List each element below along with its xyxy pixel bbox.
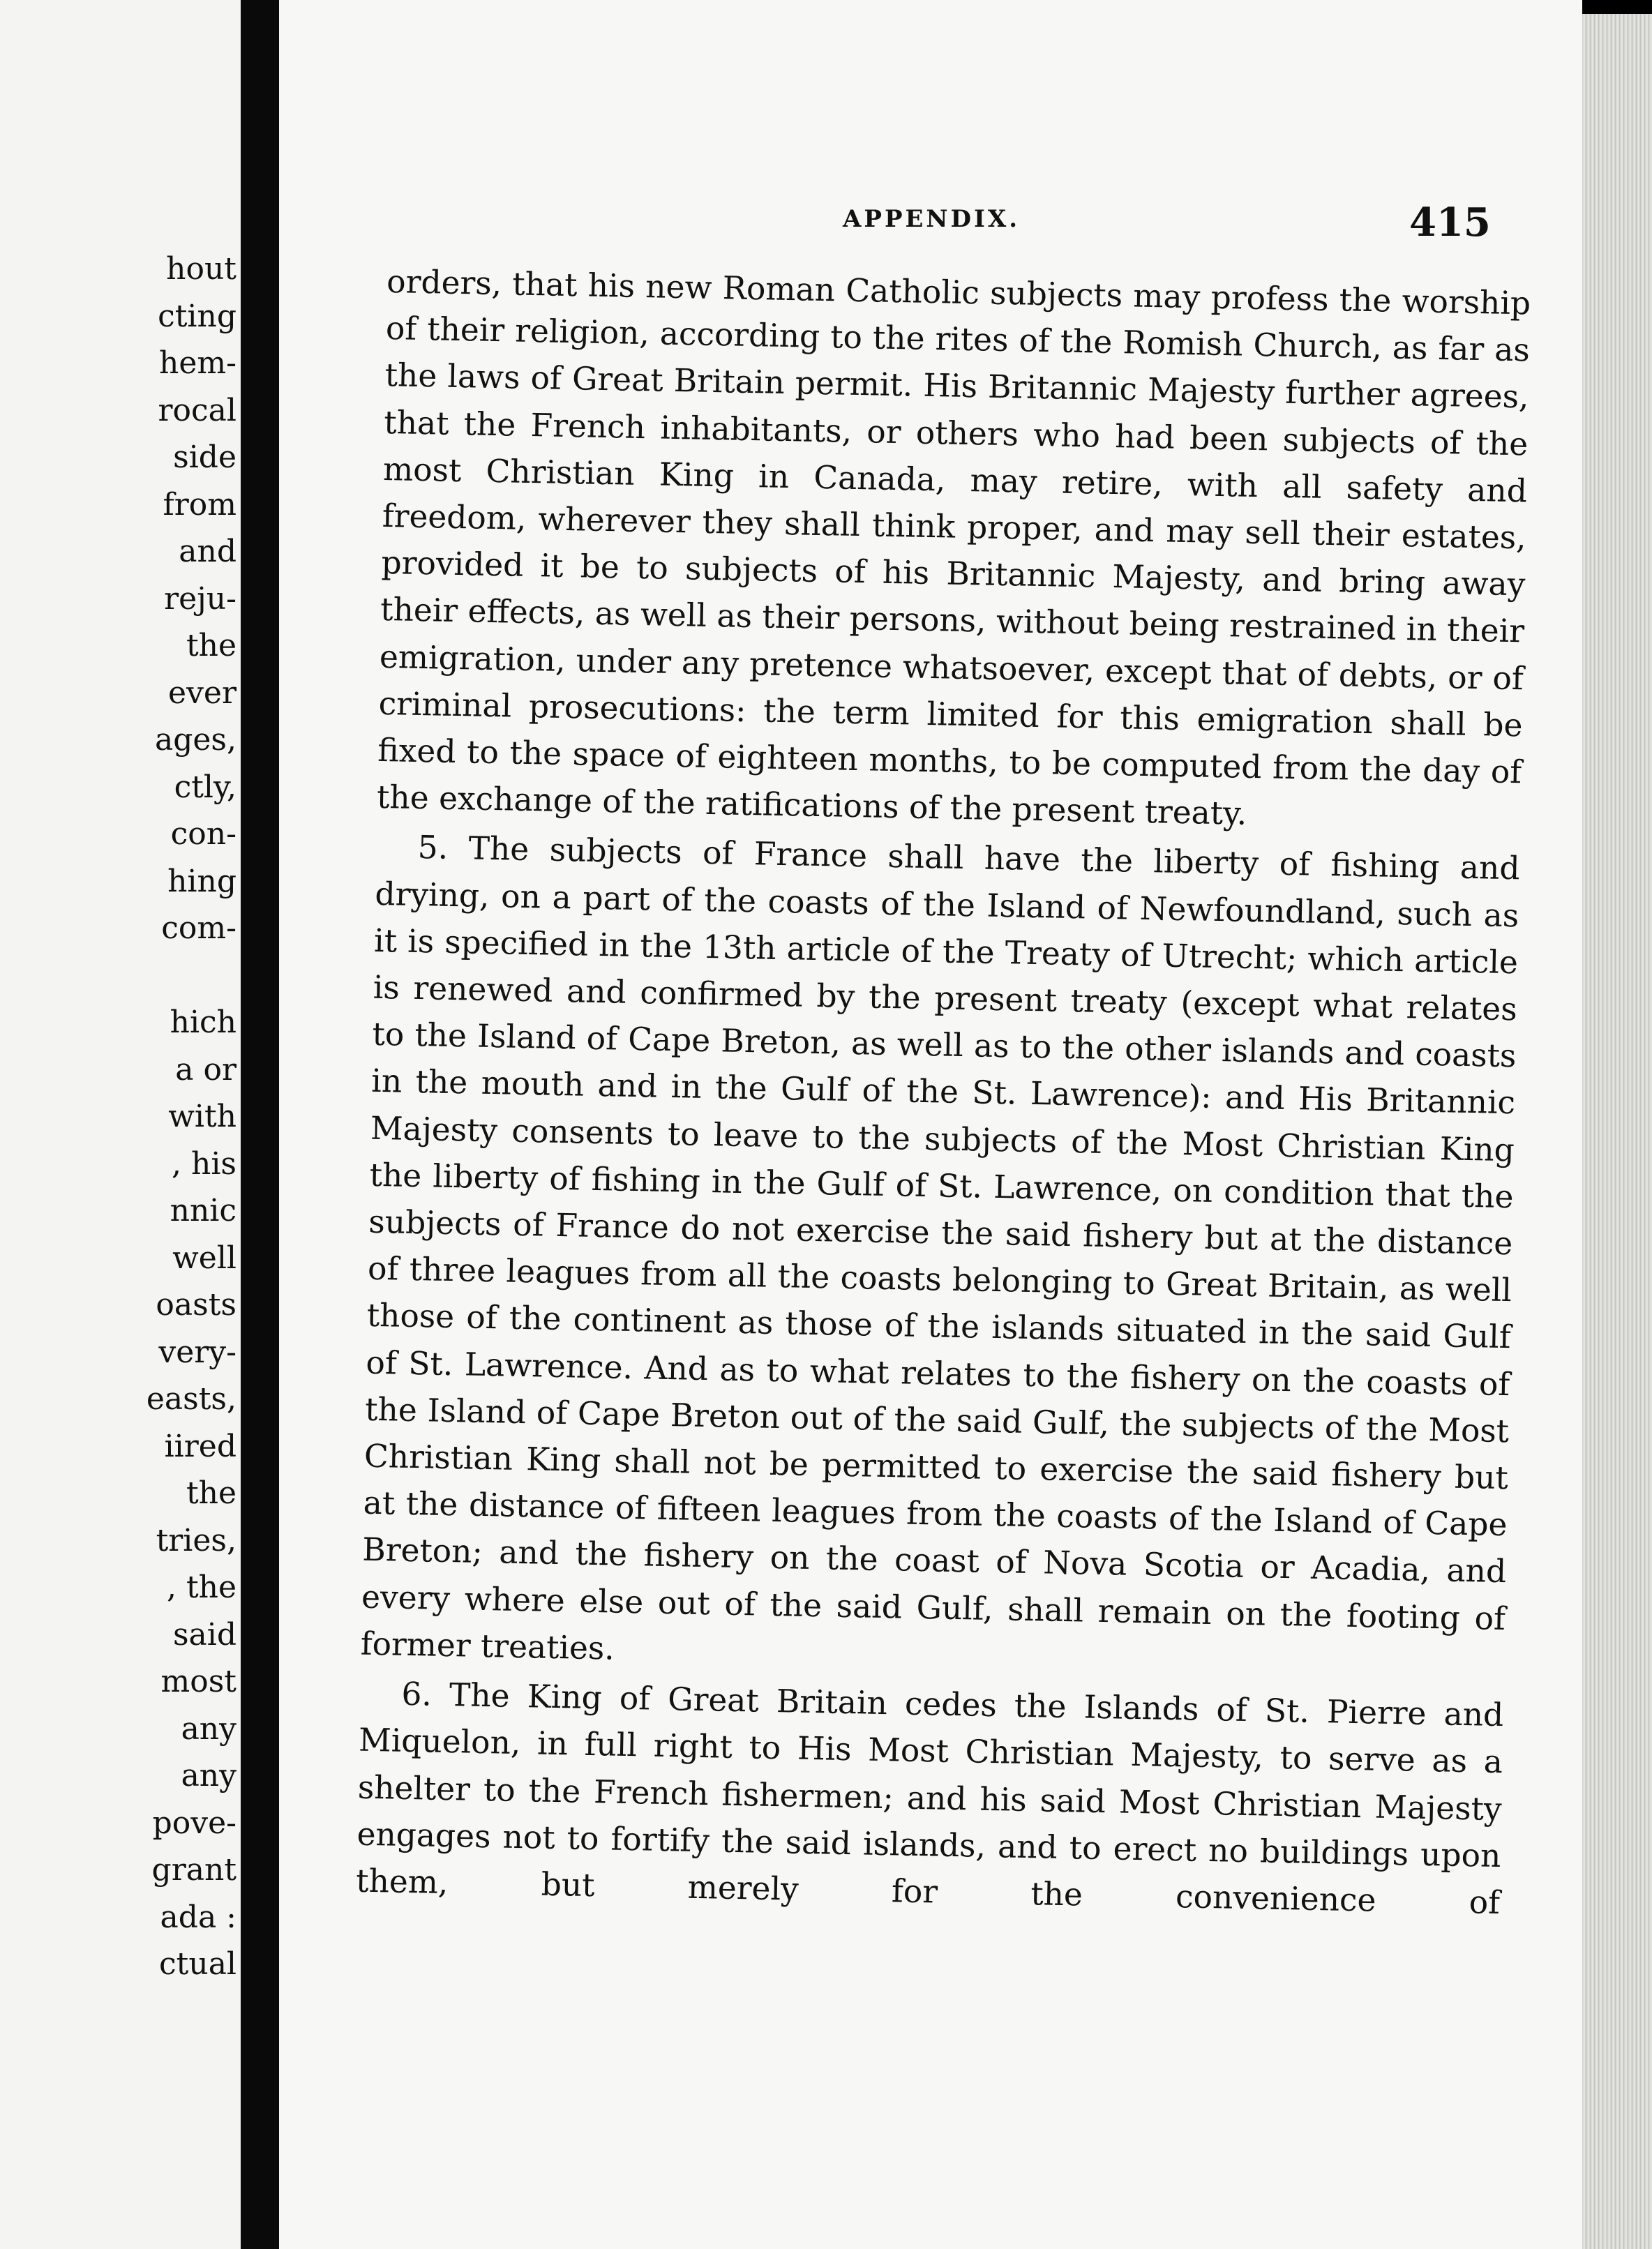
page-number: 415: [1409, 200, 1491, 246]
body-text: [356, 258, 1531, 1929]
left-page-fragment: any: [181, 1758, 236, 1793]
left-page-fragment: from: [163, 486, 236, 522]
left-page-fragment: pove-: [152, 1805, 236, 1841]
left-page-fragment: reju-: [164, 580, 236, 617]
paragraph-continuation: orders, that his new Roman Catholic subjects may profess the worship of their religion, according to the rites of the Romish Church, as far as the laws of Great Britain permit. His Britannic Majesty further agrees, that the French inhabitants, or others who had been subjects of the most Christian King in Canada, may retire, with all safety and freedom, wherever they shall think proper, and may sell their estates, provided it be to subjects of his Britannic Majesty, and bring away their effects, as well as their persons, without being restrained in their emigration, under any pretence whatsoever, except that of debts, or of criminal prosecutions: the term limited for this emigration shall be fixed to the space of eighteen months, to be computed from the day of the exchange of the ratifications of the present treaty.: [376, 262, 1531, 833]
left-page-fragment: rocal: [158, 392, 236, 428]
left-page-fragment: hem-: [159, 345, 236, 381]
left-page-fragment: cting: [158, 298, 236, 334]
left-page-fragment: any: [181, 1710, 236, 1747]
book-gutter: [241, 0, 279, 2249]
left-page-fragment: , his: [172, 1145, 236, 1182]
left-page-fragment: oasts: [156, 1287, 236, 1323]
left-page-fragment: ada :: [160, 1899, 236, 1935]
left-page-fragment: with: [168, 1099, 236, 1134]
left-page-fragment: ctual: [159, 1946, 236, 1982]
left-page-fragment: tries,: [156, 1522, 236, 1558]
left-page-fragment: con-: [170, 816, 236, 852]
left-page-fragment: the: [186, 628, 236, 663]
left-page-fragment: side: [173, 439, 236, 475]
left-page-fragment: ever: [168, 675, 236, 711]
left-page-fragment: hing: [167, 863, 236, 899]
left-page-fragment: and: [179, 534, 236, 569]
left-page-fragment: com-: [161, 910, 236, 946]
left-page-fragment: iired: [164, 1428, 236, 1464]
left-page-fragment: hout: [166, 251, 236, 287]
left-page-fragment: a or: [175, 1051, 236, 1088]
left-page-fragment: ctly,: [174, 769, 236, 805]
running-head: [279, 200, 1582, 248]
left-page-line-fragments: [147, 246, 236, 1988]
page-edges: [1582, 14, 1652, 2249]
paragraph-article-6: 6. The King of Great Britain cedes the Islands of St. Pierre and Miquelon, in full right to His Most Christian Majesty, to serve as a shelter to the French fishermen; and his said Most Christian Majesty engages not to fortify the said islands, and to erect no buildings upon them, but merely for the convenience of: [355, 1675, 1504, 1921]
section-title: APPENDIX.: [843, 205, 1021, 233]
right-page: [279, 0, 1582, 2249]
paragraph-article-5: 5. The subjects of France shall have the liberty of fishing and drying, on a part of the coasts of the Island of Newfoundland, such as it is specified in the 13th article of the Treaty of Utrecht; which article is renewed and confirmed by the present treaty (except what relates to the Island of Cape Breton, as well as to the other islands and coasts in the mouth and in the Gulf of the St. Lawrence): and His Britannic Majesty consents to leave to the subjects of the Most Christian King the liberty of fishing in the Gulf of St. Lawrence, on condition that the subjects of France do not exercise the said fishery but at the distance of three leagues from all the coasts belonging to Great Britain, as well those of the continent as those of the islands situated in the said Gulf of St. Lawrence. And as to what relates to the fishery on the coasts of the Island of Cape Breton out of the said Gulf, the subjects of the Most Christian King shall not be permitted to exercise the said fishery but at the distance of fifteen leagues from the coasts of the Island of Cape Breton; and the fishery on the coast of Nova Scotia or Acadia, and every where else out of the said Gulf, shall remain on the footing of former treaties.: [360, 829, 1521, 1667]
left-page-fragment: very-: [158, 1334, 236, 1370]
left-page-fragment: most: [160, 1664, 236, 1699]
left-page-fragment: , the: [166, 1570, 236, 1605]
left-page-fragment: easts,: [146, 1381, 236, 1417]
left-facing-page: [0, 0, 241, 2249]
left-page-fragment: nnic: [170, 1193, 236, 1228]
left-page-fragment: well: [172, 1240, 236, 1276]
left-page-fragment: [147, 952, 236, 1000]
left-page-fragment: ages,: [154, 722, 236, 758]
left-page-fragment: the: [186, 1475, 236, 1511]
left-page-fragment: said: [172, 1616, 236, 1653]
left-page-fragment: grant: [151, 1852, 236, 1888]
left-page-fragment: hich: [170, 1005, 236, 1040]
